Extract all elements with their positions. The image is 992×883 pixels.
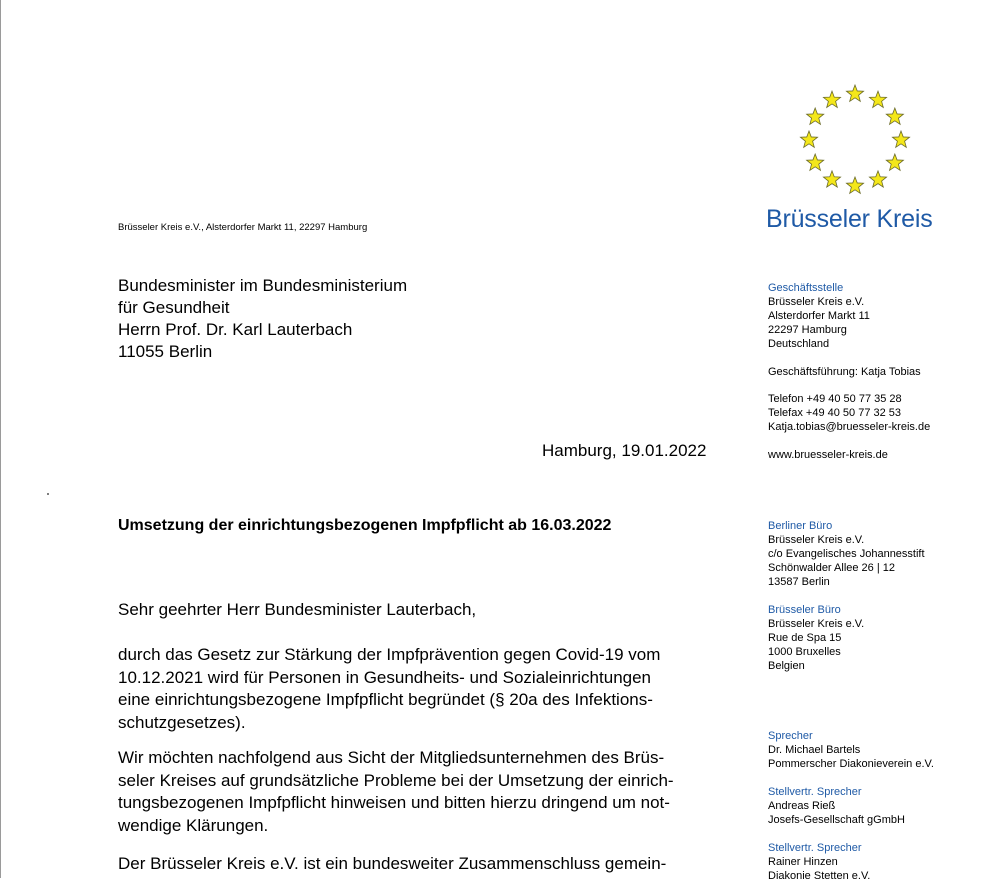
body-line: durch das Gesetz zur Stärkung der Impfprävention gegen Covid-19 vom xyxy=(118,645,661,664)
paragraph-3 xyxy=(118,853,718,876)
paragraph-1 xyxy=(118,644,718,734)
star-icon xyxy=(892,131,909,147)
body-line: tungsbezogenen Impfpflicht hinweisen und bitten hierzu dringend um not- xyxy=(118,793,670,812)
address-line: für Gesundheit xyxy=(118,298,230,317)
sidebar-line: Schönwalder Allee 26 | 12 xyxy=(768,562,895,574)
sidebar-heading: Geschäftsstelle xyxy=(768,282,844,294)
sidebar-line: Rainer Hinzen xyxy=(768,856,838,868)
sidebar-line: Dr. Michael Bartels xyxy=(768,744,861,756)
sidebar-line: c/o Evangelisches Johannesstift xyxy=(768,548,925,560)
star-icon xyxy=(823,91,840,107)
star-icon xyxy=(869,171,886,187)
address-line: Herrn Prof. Dr. Karl Lauterbach xyxy=(118,320,353,339)
star-icon xyxy=(823,171,840,187)
sidebar-line: Rue de Spa 15 xyxy=(768,632,842,644)
sidebar-line: Pommerscher Diakonieverein e.V. xyxy=(768,758,934,770)
sidebar-line: Brüsseler Kreis e.V. xyxy=(768,296,865,308)
sidebar-geschaeftsfuehrung: Geschäftsführung: Katja Tobias xyxy=(768,366,921,378)
logo-text: Brüsseler Kreis xyxy=(766,205,933,233)
star-icon xyxy=(800,131,817,147)
body-line: Sehr geehrter Herr Bundesminister Lauterbach, xyxy=(118,600,477,619)
sidebar-berliner-buero xyxy=(768,519,925,589)
body-line: 10.12.2021 wird für Personen in Gesundheits- und Sozialeinrichtungen xyxy=(118,667,652,687)
website-url: www.bruesseler-kreis.de xyxy=(768,449,888,461)
sidebar-heading: Sprecher xyxy=(768,730,813,742)
star-icon xyxy=(846,177,863,193)
sidebar-line: Belgien xyxy=(768,660,805,672)
body-line: eine einrichtungsbezogene Impfpflicht begründet (§ 20a des Infektions- xyxy=(118,690,653,709)
logo-stars-icon xyxy=(790,75,920,205)
sidebar-heading: Stellvertr. Sprecher xyxy=(768,842,862,854)
page-left-edge xyxy=(0,0,1,878)
sidebar-line: Brüsseler Kreis e.V. xyxy=(768,534,865,546)
star-icon xyxy=(807,154,824,170)
sidebar-heading: Stellvertr. Sprecher xyxy=(768,786,862,798)
body-line: seler Kreises auf grundsätzliche Probleme bei der Umsetzung der einrich- xyxy=(118,770,674,790)
star-icon xyxy=(807,108,824,124)
salutation xyxy=(118,599,718,622)
body-line: schutzgesetzes). xyxy=(118,712,246,732)
sidebar-stellv-sprecher-1 xyxy=(768,785,905,827)
sidebar-contact xyxy=(768,392,930,434)
sidebar-line: Alsterdorfer Markt 11 xyxy=(768,310,870,322)
sidebar-line: Deutschland xyxy=(768,338,830,350)
sidebar-geschaeftsstelle xyxy=(768,281,870,351)
fax-number: Telefax +49 40 50 77 32 53 xyxy=(768,407,902,419)
sidebar-stellv-sprecher-2 xyxy=(768,841,870,883)
sidebar-line: Andreas Rieß xyxy=(768,800,836,812)
sidebar-sprecher xyxy=(768,729,934,771)
address-line: Bundesminister im Bundesministerium xyxy=(118,276,408,295)
star-icon xyxy=(846,85,863,101)
sidebar-line: 1000 Bruxelles xyxy=(768,646,841,658)
star-icon xyxy=(886,154,903,170)
recipient-address xyxy=(118,275,407,363)
star-icon xyxy=(869,91,886,107)
phone-number: Telefon +49 40 50 77 35 28 xyxy=(768,393,902,405)
body-line: wendige Klärungen. xyxy=(118,815,269,835)
sidebar-line: Josefs-Gesellschaft gGmbH xyxy=(768,814,905,826)
sidebar-line: Brüsseler Kreis e.V. xyxy=(768,618,865,630)
body-line: Der Brüsseler Kreis e.V. ist ein bundesweiter Zusammenschluss gemein- xyxy=(118,854,667,873)
stray-mark xyxy=(47,493,49,495)
body-line: Wir möchten nachfolgend aus Sicht der Mitgliedsunternehmen des Brüs- xyxy=(118,748,665,767)
sidebar-bruesseler-buero xyxy=(768,603,864,673)
star-icon xyxy=(886,108,903,124)
letter-subject: Umsetzung der einrichtungsbezogenen Impfpflicht ab 16.03.2022 xyxy=(118,517,612,534)
sidebar-line: 13587 Berlin xyxy=(768,576,830,588)
paragraph-2 xyxy=(118,747,718,837)
address-line: 11055 Berlin xyxy=(118,342,213,361)
sidebar-line: 22297 Hamburg xyxy=(768,324,847,336)
sidebar-heading: Brüsseler Büro xyxy=(768,604,841,616)
sidebar-heading: Berliner Büro xyxy=(768,520,833,532)
sidebar-line: Diakonie Stetten e.V. xyxy=(768,870,871,882)
sender-return-address: Brüsseler Kreis e.V., Alsterdorfer Markt 11, 22297 Hamburg xyxy=(118,222,368,233)
email-address: Katja.tobias@bruesseler-kreis.de xyxy=(768,421,931,433)
letter-date: Hamburg, 19.01.2022 xyxy=(542,441,707,460)
